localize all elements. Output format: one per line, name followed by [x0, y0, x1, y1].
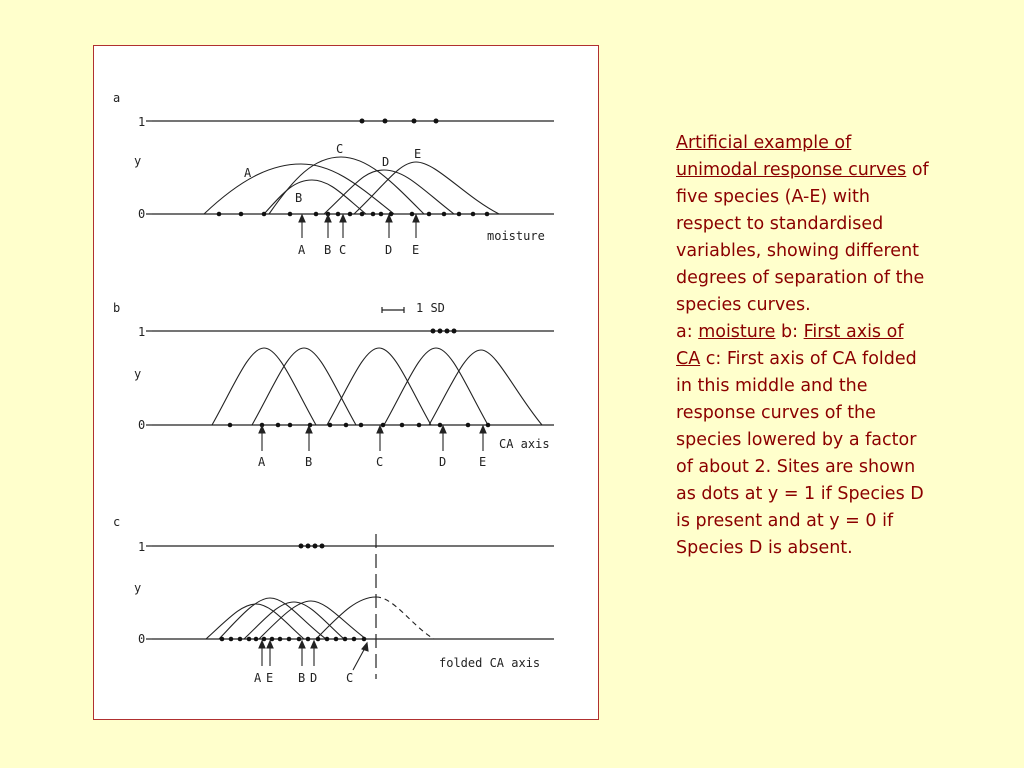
panel-c-marker-B: B [298, 671, 306, 685]
panel-c [113, 515, 554, 685]
panel-a-marker-B: B [324, 243, 332, 257]
panel-a-species-D: D [382, 155, 390, 169]
panel-a-tick-one: 1 [138, 115, 146, 129]
response-curves-figure [94, 46, 600, 721]
panel-a-tick-zero: 0 [138, 207, 146, 221]
panel-b-marker-B: B [305, 455, 313, 469]
panel-b-marker-D: D [439, 455, 447, 469]
panel-c-curve-A [206, 604, 304, 639]
panel-a-marker-A: A [298, 243, 306, 257]
panel-b-y-label: y [134, 367, 142, 381]
caption [676, 130, 931, 562]
caption-title-link[interactable]: Artificial example of unimodal response curves [676, 133, 907, 180]
panel-b-curve-B [252, 348, 356, 425]
panel-a-curve-B [264, 180, 366, 214]
panel-c-curve-E [219, 598, 326, 639]
panel-c-curve-C-mirrored [376, 597, 434, 639]
panel-a-marker-D: D [385, 243, 393, 257]
panel-c-marker-A: A [254, 671, 262, 685]
panel-a-marker-C: C [339, 243, 347, 257]
panel-a-species-E: E [414, 147, 422, 161]
panel-a-dot [360, 119, 365, 124]
panel-a-curve-C [269, 157, 424, 214]
panel-b-arrows [259, 426, 486, 451]
panel-c-tick-one: 1 [138, 540, 146, 554]
caption-text-2: c: First axis of CA folded in this middle and the response curves of the species lowered by a factor of about 2. Sites are shown as dots at y = 1 if Species D is present and at y = 0 if Species D is absent. [676, 349, 924, 558]
panel-b-marker-C: C [376, 455, 384, 469]
panel-c-marker-E: E [266, 671, 274, 685]
caption-text-1: of five species (A-E) with respect to standardised variables, showing different degrees of separation of the species curves. [676, 160, 929, 315]
panel-c-y-label: y [134, 581, 142, 595]
panel-c-marker-C: C [346, 671, 354, 685]
moisture-link[interactable]: moisture [698, 322, 776, 342]
panel-a-species-C: C [336, 142, 344, 156]
panel-a-marker-E: E [412, 243, 420, 257]
panel-a-dot [383, 119, 388, 124]
panel-b-curve-C [327, 348, 431, 425]
panel-c-arrows [259, 641, 368, 670]
panel-b [113, 301, 554, 469]
panel-b-marker-E: E [479, 455, 487, 469]
panel-c-tick-zero: 0 [138, 632, 146, 646]
panel-b-curve-A [212, 348, 316, 425]
figure-panel [93, 45, 599, 720]
panel-b-tick-zero: 0 [138, 418, 146, 432]
panel-b-letter: b [113, 301, 121, 315]
panel-a-arrows [299, 215, 419, 238]
panel-a-curve-A [204, 164, 394, 214]
panel-b-curve-E [429, 350, 542, 425]
caption-label-a: a: [676, 322, 699, 342]
panel-b-scale-label: 1 SD [416, 301, 445, 315]
panel-a-letter: a [113, 91, 121, 105]
panel-a-y-label: y [134, 154, 142, 168]
panel-c-marker-D: D [310, 671, 318, 685]
panel-c-curve-C [316, 597, 376, 639]
panel-a [113, 91, 554, 257]
panel-b-axis-label: CA axis [499, 437, 550, 451]
panel-b-tick-one: 1 [138, 325, 146, 339]
panel-c-axis-label: folded CA axis [439, 656, 541, 670]
panel-a-dot [434, 119, 439, 124]
panel-a-dot [412, 119, 417, 124]
panel-a-axis-label: moisture [487, 229, 545, 243]
panel-a-species-A: A [244, 166, 252, 180]
panel-a-species-B: B [295, 191, 303, 205]
panel-c-letter: c [113, 515, 121, 529]
caption-label-b: b: [775, 322, 804, 342]
first-axis-ca-link[interactable]: First axis of CA [676, 322, 904, 369]
panel-b-curve-D [384, 348, 488, 425]
panel-b-marker-A: A [258, 455, 266, 469]
